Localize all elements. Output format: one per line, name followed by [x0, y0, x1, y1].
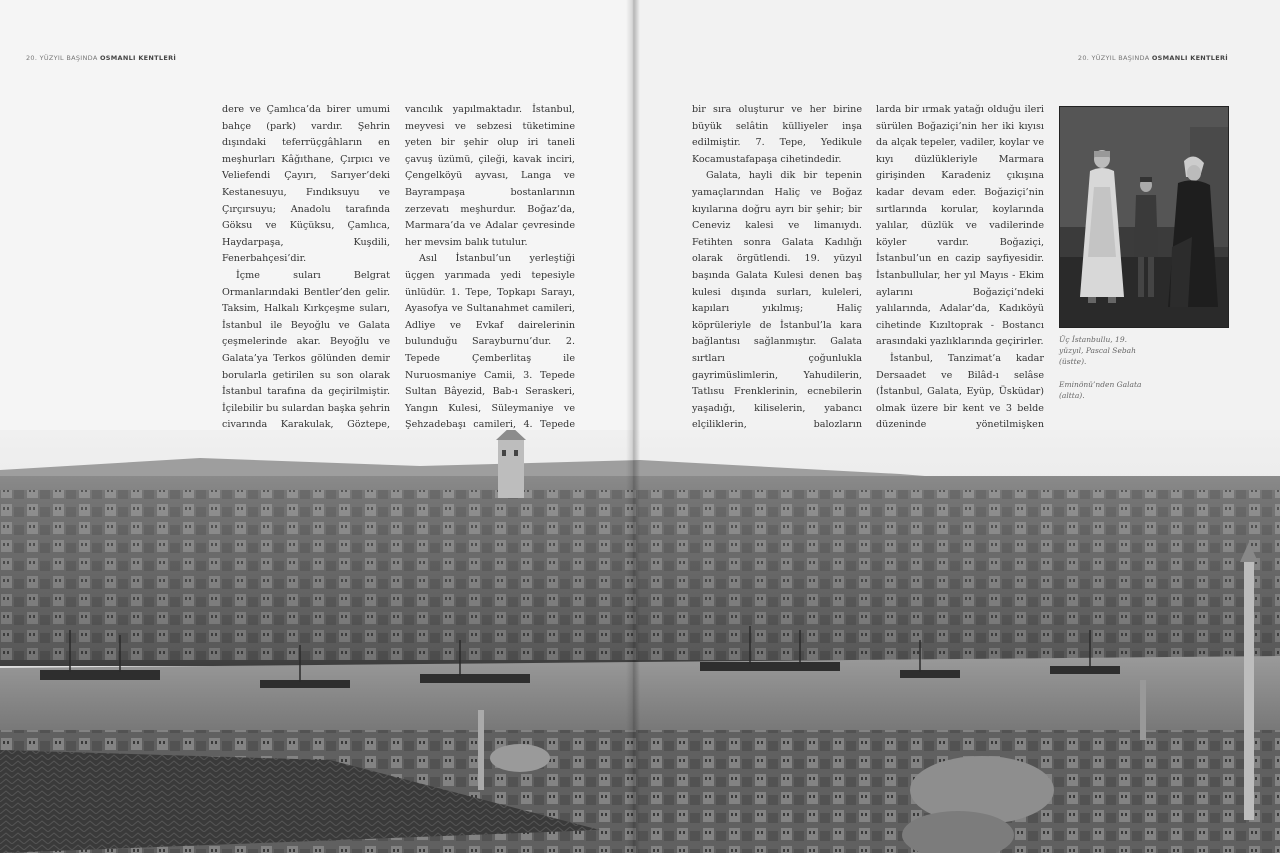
portrait-photo-illustration: [1060, 107, 1228, 327]
paragraph: Galata, hayli dik bir tepenin yamaçlarından Haliç ve Boğaz kıyılarına doğru ayrı bir şehir; bir Ceneviz kalesi ve limanıydı. Fetihten sonra Galata Kadılığı olarak örgütlendi. 19. yüzyıl başında Galata Kulesi denen baş kulesi dışında surları, kuleleri, kapıları yıkılmış; Haliç köprüleriyle de İstanbul’la kara bağlantısı sağlanmıştır. Galata sırtları çoğunlukla gayrimüslimlerin, Yahudilerin, Tatlısu Frenklerinin, ecnebilerin yaşadığı, kiliselerin, yabancı elçiliklerin, balozların: [692, 170, 862, 431]
portrait-caption: Üç İstanbullu, 19. yüzyıl, Pascal Sebah (üstte).: [1059, 335, 1136, 366]
running-head-left: 20. YÜZYIL BAŞINDA OSMANLI KENTLERİ: [26, 54, 177, 62]
panorama-illustration: [0, 430, 1280, 853]
paragraph: İçme suları Belgrat Ormanlarındaki Bentler’den gelir. Taksim, Halkalı Kırkçeşme suları, İstanbul ile Beyoğlu ve Galata çeşmelerinde akar. Beyoğlu ve Galata’ya Terkos gölünden demir borularla getirilen su son olarak İstanbul tarafına da geçirilmiştir. İçilebilir bu sulardan başka şehrin civarında Karakulak, Göztepe,: [222, 269, 390, 431]
paragraph: larda bir ırmak yatağı olduğu ileri sürülen Boğaziçi’nin her iki kıyısı da alçak tepeler, vadiler, koylar ve kıyı düzlükleriyle Marmara girişinden Karadeniz çıkışına kadar devam eder. Boğaziçi’nin sırtlarında korular, koylarında yalılar, düzlük ve vadilerinde köyler vardır. Boğaziçi, İstanbul’un en cazip sayfiyesidir. İstanbullular, her yıl Mayıs - Ekim aylarını Boğaziçi’ndeki yalılarında, Adalar’da, Kadıköyü cihetinde Kızıltoprak - Bostancı arasındaki yazlıklarında geçirirler.: [876, 104, 1044, 348]
book-gutter: [626, 0, 640, 853]
running-head-right: 20. YÜZYIL BAŞINDA OSMANLI KENTLERİ: [1077, 54, 1228, 62]
panorama-caption: Eminönü’nden Galata (altta).: [1059, 380, 1142, 400]
paragraph: vancılık yapılmaktadır. İstanbul, meyvesi ve sebzesi tüketimine yeten bir şehir olup iri taneli çavuş üzümü, çileği, kavak inciri, Çengelköyü ayvası, Langa ve Bayrampaşa bostanlarının zerzevatı meşhurdur. Boğaz’da, Marmara’da ve Adalar çevresinde her mevsim balık tutulur.: [405, 104, 575, 248]
paragraph: bir sıra oluşturur ve her birine büyük selâtin külliyeler inşa edilmiştir. 7. Tepe, Yedikule Kocamustafapaşa cihetindedir.: [692, 104, 862, 165]
galata-panorama-photo: [0, 430, 1280, 853]
portrait-photo: [1059, 106, 1229, 328]
paragraph: dere ve Çamlıca’da birer umumi bahçe (park) vardır. Şehrin dışındaki teferrüçgâhların en meşhurları Kâğıthane, Çırpıcı ve Veliefendi Çayırı, Sarıyer’deki Kestanesuyu, Fındıksuyu ve Çırçırsuyu; Anadolu tarafında Göksu ve Küçüksu, Çamlıca, Haydarpaşa, Kuşdili, Fenerbahçesi’dir.: [222, 104, 390, 265]
paragraph: İstanbul, Tanzimat’a kadar Dersaadet ve Bilâd-ı selâse (İstanbul, Galata, Eyüp, Üsküdar) olmak üzere bir kent ve 3 belde düzeninde yönetilmişken: [876, 352, 1044, 431]
paragraph: Asıl İstanbul’un yerleştiği üçgen yarımada yedi tepesiyle ünlüdür. 1. Tepe, Topkapı Sarayı, Ayasofya ve Sultanahmet camileri, Adliye ve Evkaf dairelerinin bulunduğu Sarayburnu’dur. 2. Tepede Çemberlitaş ile Nuruosmaniye Camii, 3. Tepede Sultan Bâyezid, Bab-ı Seraskeri, Yangın Kulesi, Süleymaniye ve Şehzadebaşı camileri, 4. Tepede: [405, 253, 575, 431]
